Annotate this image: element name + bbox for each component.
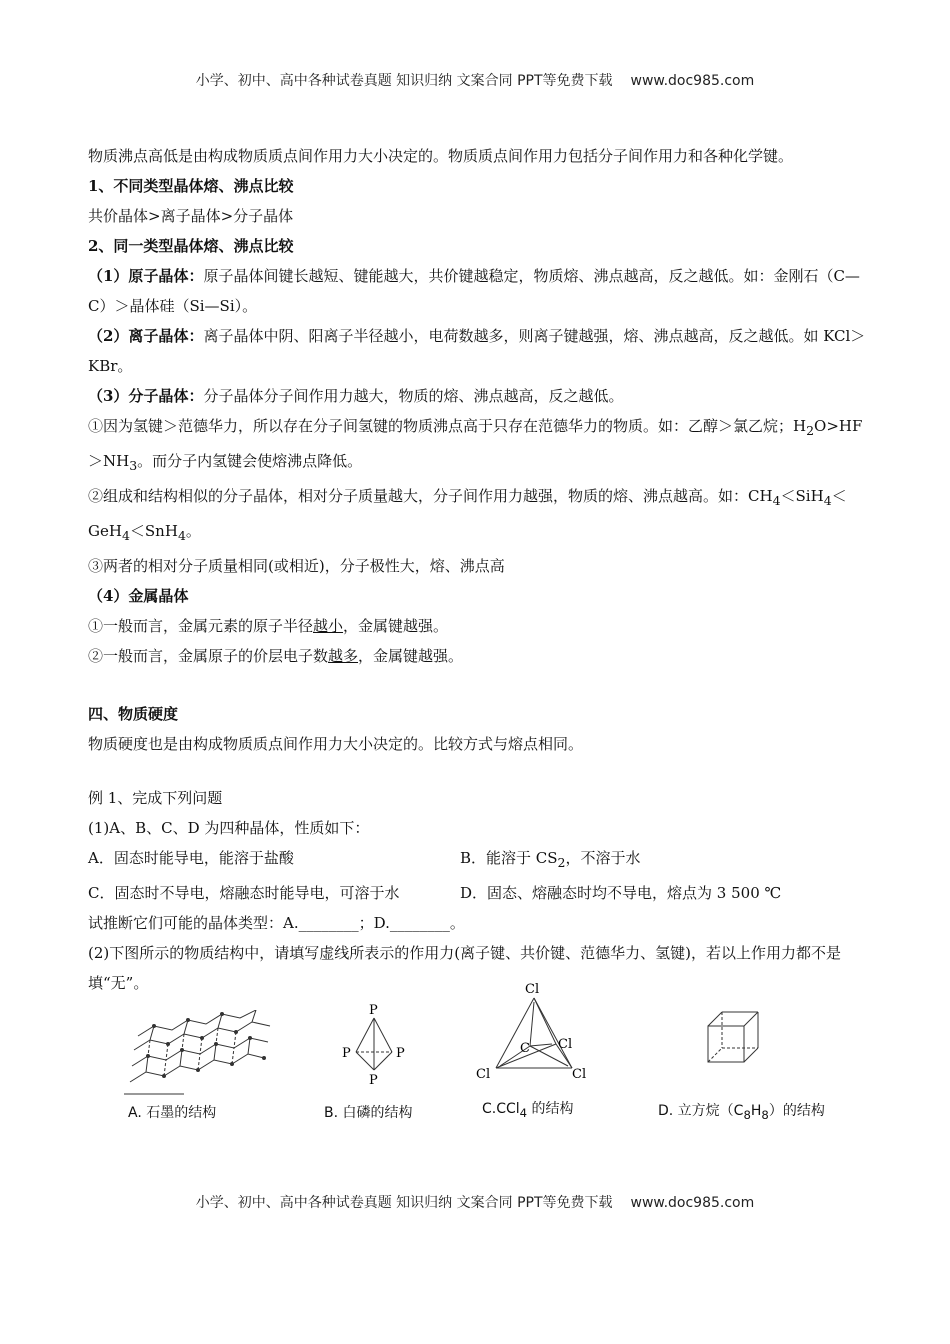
page-header: [0, 70, 950, 90]
mm-sub-4: 4: [177, 528, 186, 543]
molar-mass-paragraph: [88, 481, 866, 551]
mm-text-3: ＜GeH: [88, 487, 847, 540]
polarity-paragraph: ③两者的相对分子质量相同(或相近)，分子极性大，熔、沸点高: [88, 557, 505, 575]
header-text: 小学、初中、高中各种试卷真题 知识归纳 文案合同 PPT等免费下载: [195, 73, 613, 89]
molecular-crystal-paragraph: [88, 381, 866, 411]
footer-text: 小学、初中、高中各种试卷真题 知识归纳 文案合同 PPT等免费下载: [195, 1195, 613, 1211]
footer-url: www.doc985.com: [630, 1195, 755, 1211]
met2-underlined: 越多: [328, 647, 359, 665]
p-atom-left: P: [342, 1046, 351, 1061]
example-title: 例 1、完成下列问题: [88, 789, 223, 807]
ccl4-figure: [474, 980, 594, 1084]
met1-text-1: ①一般而言，金属元素的原子半径: [88, 617, 314, 635]
cl-atom-right: Cl: [558, 1037, 573, 1052]
mm-text-4: ＜SnH: [129, 522, 178, 540]
cubane-caption-text-3: ）的结构: [768, 1103, 825, 1119]
met1-underlined: 越小: [313, 617, 344, 635]
atomic-crystal-label: （1）原子晶体：: [88, 267, 204, 285]
cubane-caption: [658, 1096, 825, 1130]
p-atom-bottom: P: [369, 1073, 378, 1088]
molecular-crystal-label: （3）分子晶体：: [88, 387, 204, 405]
option-b-text-1: B．能溶于 CS: [460, 849, 558, 867]
mm-text-2: ＜SiH: [780, 487, 824, 505]
option-b: [460, 843, 641, 878]
hb-sub-2: 3: [129, 458, 138, 473]
metal-crystal-label: （4）金属晶体: [88, 587, 189, 605]
atomic-crystal-paragraph: [88, 261, 866, 321]
section-4-title: 四、物质硬度: [88, 705, 179, 723]
mm-sub-2: 4: [823, 493, 832, 508]
mm-sub-3: 4: [121, 528, 130, 543]
section-2-title: 2、同一类型晶体熔、沸点比较: [88, 237, 294, 255]
cl-atom-bottom-right: Cl: [572, 1067, 587, 1082]
options-row-cd: [88, 878, 866, 908]
ionic-crystal-label: （2）离子晶体：: [88, 327, 204, 345]
ccl4-caption-text-2: 的结构: [527, 1101, 574, 1117]
molecular-crystal-text: 分子晶体分子间作用力越大，物质的熔、沸点越高，反之越低。: [203, 387, 624, 405]
cubane-caption-text-1: D. 立方烷（C: [658, 1103, 744, 1119]
c-atom-center: C: [520, 1041, 530, 1056]
met2-text-2: ，金属键越强。: [358, 647, 464, 665]
met2-text-1: ②一般而言，金属原子的价层电子数: [88, 647, 329, 665]
ionic-crystal-text: 离子晶体中阴、阳离子半径越小，电荷数越多，则离子键越强，熔、沸点越高，反之越低。如 KCl＞KBr。: [88, 327, 866, 375]
hydrogen-bond-paragraph: [88, 411, 866, 481]
cubane-caption-sub-2: 8: [761, 1107, 769, 1122]
mm-text-5: 。: [185, 522, 201, 540]
figures-row: [88, 982, 866, 1122]
section-4-text: 物质硬度也是由构成物质质点间作用力大小决定的。比较方式与熔点相同。: [88, 735, 584, 753]
cubane-figure: [704, 1008, 764, 1072]
graphite-caption: A. 石墨的结构: [128, 1105, 217, 1121]
hb-text-2: O>HF＞NH: [88, 417, 863, 470]
infer-line: 试推断它们可能的晶体类型：A.________；D.________。: [88, 914, 465, 932]
cubane-caption-sub-1: 8: [743, 1107, 751, 1122]
white-phosphorus-caption: B. 白磷的结构: [324, 1105, 413, 1121]
met1-text-2: ，金属键越强。: [343, 617, 449, 635]
p-atom-top: P: [369, 1003, 378, 1018]
metal-radius-paragraph: [88, 611, 866, 641]
ccl4-caption-text-1: C.CCl: [482, 1101, 520, 1117]
ccl4-caption-sub: 4: [519, 1105, 528, 1120]
option-a: A．固态时能导电，能溶于盐酸: [88, 849, 294, 867]
option-d: D．固态、熔融态时均不导电，熔点为 3 500 ℃: [460, 884, 782, 902]
question-1: (1)A、B、C、D 为四种晶体，性质如下：: [88, 819, 370, 837]
section-1-text: 共价晶体>离子晶体>分子晶体: [88, 207, 294, 225]
mm-sub-1: 4: [772, 493, 781, 508]
option-b-sub: 2: [557, 855, 566, 870]
cl-atom-top: Cl: [525, 982, 540, 997]
white-phosphorus-figure: [334, 1002, 414, 1092]
hb-text-1: ①因为氢键＞范德华力，所以存在分子间氢键的物质沸点高于只存在范德华力的物质。如：乙醇＞氯乙烷；H: [88, 417, 807, 435]
section-1-title: 1、不同类型晶体熔、沸点比较: [88, 177, 294, 195]
option-c: C．固态时不导电，熔融态时能导电，可溶于水: [88, 884, 400, 902]
cl-atom-left: Cl: [476, 1067, 491, 1082]
hb-text-3: 。而分子内氢键会使熔沸点降低。: [137, 452, 363, 470]
header-url: www.doc985.com: [630, 73, 755, 89]
ccl4-caption: [482, 1094, 574, 1128]
page-content: [88, 141, 866, 1122]
graphite-structure-figure: [124, 1010, 284, 1096]
mm-text-1: ②组成和结构相似的分子晶体，相对分子质量越大，分子间作用力越强，物质的熔、沸点越高。如：CH: [88, 487, 773, 505]
hb-sub-1: 2: [806, 423, 815, 438]
cubane-caption-text-2: H: [750, 1103, 762, 1119]
ionic-crystal-paragraph: [88, 321, 866, 381]
options-row-ab: [88, 843, 866, 878]
intro-paragraph: 物质沸点高低是由构成物质质点间作用力大小决定的。物质质点间作用力包括分子间作用力和各种化学键。: [88, 147, 794, 165]
metal-valence-paragraph: [88, 641, 866, 671]
page-footer: [0, 1192, 950, 1212]
atomic-crystal-text: 原子晶体间键长越短、键能越大，共价键越稳定，物质熔、沸点越高，反之越低。如：金刚石（C—C）＞晶体硅（Si—Si）。: [88, 267, 860, 315]
question-2: (2)下图所示的物质结构中，请填写虚线所表示的作用力(离子键、共价键、范德华力、氢键)，若以上作用力都不是填“无”。: [88, 944, 841, 992]
option-b-text-2: ，不溶于水: [565, 849, 641, 867]
p-atom-right: P: [396, 1046, 405, 1061]
